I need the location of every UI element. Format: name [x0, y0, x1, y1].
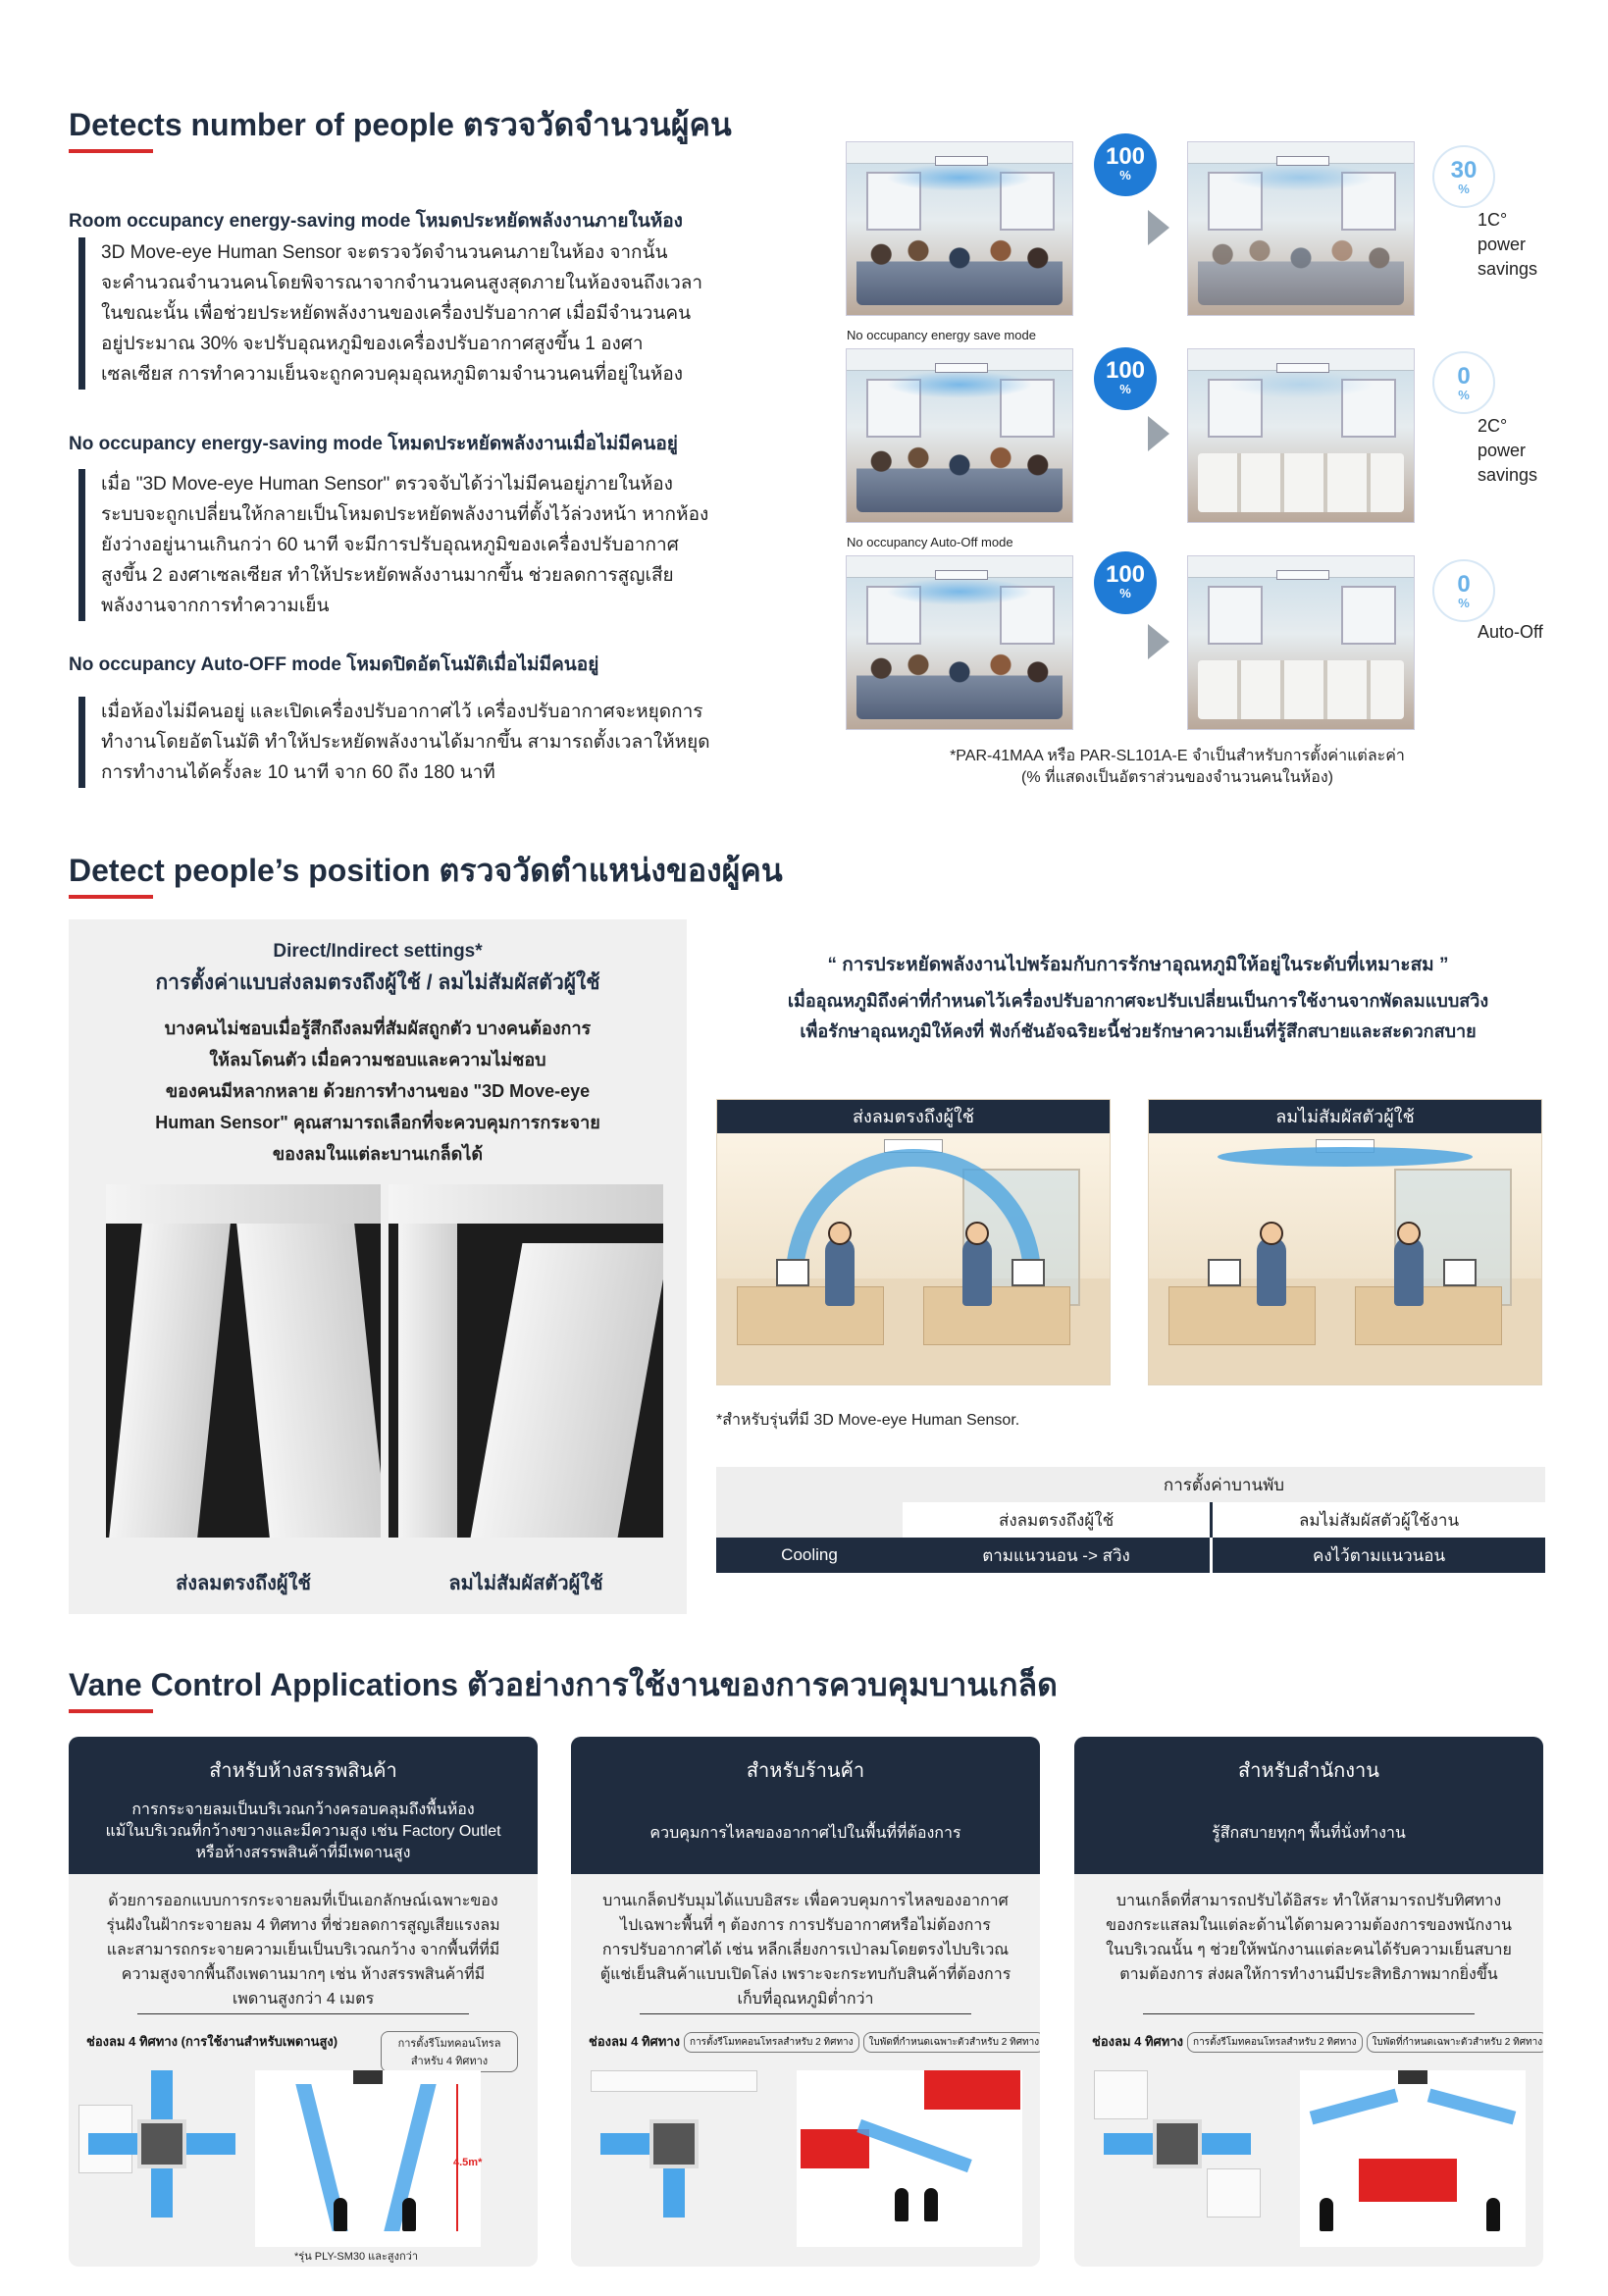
savings-3: Auto-Off [1478, 622, 1543, 642]
table-col2: ลมไม่สัมผัสตัวผู้ใช้งาน [1212, 1502, 1545, 1538]
shop-diagram [797, 2070, 1022, 2247]
mode3-text [78, 697, 726, 788]
model-footnote: *รุ่น PLY-SM30 และสูงกว่า [294, 2251, 419, 2263]
card-title: สำหรับห้างสรรพสินค้า [209, 1760, 397, 1782]
vane-photo-direct [106, 1184, 381, 1538]
office-indirect-header: ลมไม่สัมผัสตัวผู้ใช้ [1149, 1100, 1541, 1133]
arrow-right-icon [1148, 624, 1169, 659]
card-diagram-label: ช่องลม 4 ทิศทาง การตั้งรีโมทคอนโทรลสำหรับ 2 ทิศทาง ใบพัดที่กำหนดเฉพาะตัวสำหรับ 2 ทิศทาง [1092, 2031, 1543, 2053]
occupancy-badge-30: 30 % [1432, 145, 1495, 208]
mode2-line: สูงขึ้น 2 องศาเซลเซียส ทำให้ประหยัดพลังงานมากขึ้น ช่วยลดการสูญเสีย [101, 565, 674, 586]
scene-reduced-1 [1187, 141, 1415, 316]
scene-occupied-1 [846, 141, 1073, 316]
card-diagram-label: ช่องลม 4 ทิศทาง (การใช้งานสำหรับเพดานสูง) [86, 2034, 338, 2049]
energy-quote: “ การประหยัดพลังงานไปพร้อมกับการรักษาอุณหภูมิให้อยู่ในระดับที่เหมาะสม ” [827, 955, 1449, 975]
savings-1: 1C° power savings [1478, 210, 1538, 279]
occupancy-badge-full: 100 % [1094, 551, 1157, 614]
card-office [1074, 1737, 1543, 2267]
vane-caption-indirect: ลมไม่สัมผัสตัวผู้ใช้ [448, 1573, 603, 1594]
mode3-line: ทำงานโดยอัตโนมัติ ทำให้ประหยัดพลังงานได้มากขึ้น สามารถตั้งเวลาให้หยุด [101, 732, 710, 753]
mode2-text [78, 469, 726, 621]
mode1-heading: Room occupancy energy-saving mode โหมดประหยัดพลังงานภายในห้อง [69, 211, 683, 232]
savings-2: 2C° power savings [1478, 416, 1538, 485]
occupancy-badge-0: 0 % [1432, 351, 1495, 414]
table-header: การตั้งค่าบานพับ [903, 1467, 1545, 1502]
occupancy-badge-full: 100 % [1094, 133, 1157, 196]
title-underline [69, 1709, 153, 1713]
office-indirect [1148, 1099, 1542, 1385]
title-underline [69, 149, 153, 153]
section1-title: Detects number of people ตรวจวัดจำนวนผู้คน [69, 107, 732, 142]
height-mark: 4.5m* [453, 2157, 483, 2168]
card-subtitle: ควบคุมการไหลของอากาศไปในพื้นที่ที่ต้องการ [649, 1825, 961, 1842]
vane-caption-direct: ส่งลมตรงถึงผู้ใช้ [176, 1573, 311, 1594]
table-cell: ตามแนวนอน -> สวิง [903, 1538, 1212, 1573]
card-subtitle: รู้สึกสบายทุกๆ พื้นที่นั่งทำงาน [1212, 1825, 1406, 1842]
card-shop [571, 1737, 1040, 2267]
two-way-diagram [591, 2070, 757, 2218]
occupancy-badge-0: 0 % [1432, 559, 1495, 622]
card-subtitle: การกระจายลมเป็นบริเวณกว้างครอบคลุมถึงพื้นห้อง แม้ในบริเวณที่กว้างขวางและมีความสูง เช่น Factory Outlet หรือห้างสรรพสินค้าที่มีเพดานสูง [105, 1801, 501, 1861]
mode2-line: พลังงานจากการทำความเย็น [101, 596, 330, 616]
mode2-line: ระบบจะถูกเปลี่ยนให้กลายเป็นโหมดประหยัดพลังงานที่ตั้งไว้ล่วงหน้า หากห้อง [101, 504, 709, 525]
card-description: บานเกล็ดปรับมุมได้แบบอิสระ เพื่อควบคุมการไหลของอากาศ ไปเฉพาะพื้นที่ ๆ ต้องการ การปรับอากาศหรือไม่ต้องการ การปรับอากาศได้ เช่น หลีกเลี่ยงการเป่าลมโดยตรงไปบริเวณ ตู้แช่เย็นสินค้าแบบเปิดโล่ง เพราะจะกระทบกับสินค้าที่ต้องการ เก็บที่อุณหภูมิต่ำกว่า [599, 1893, 1011, 2008]
section2-title: Detect people’s position ตรวจวัดตำแหน่งของผู้คน [69, 853, 783, 888]
mode1-text [78, 237, 726, 390]
box-title: Direct/Indirect settings* [273, 941, 483, 962]
mode1-line: จะคำนวณจำนวนคนโดยพิจารณาจากจำนวนคนสูงสุดภายในห้องจนถึงเวลา [101, 273, 703, 293]
high-ceiling-diagram [255, 2070, 481, 2247]
office-direct [716, 1099, 1111, 1385]
mode3-line: การทำงานได้ครั้งละ 10 นาที จาก 60 ถึง 180 นาที [101, 762, 495, 783]
energy-quote-body: เมื่ออุณหภูมิถึงค่าที่กำหนดไว้เครื่องปรับอากาศจะปรับเปลี่ยนเป็นการใช้งานจากพัดลมแบบสวิง เพื่อรักษาอุณหภูมิให้คงที่ ฟังก์ชันอัจฉริยะนี้ช่วยรักษาความเย็นที่รู้สึกสบายและสะดวกสบาย [787, 991, 1489, 1041]
mode2-line: เมื่อ "3D Move-eye Human Sensor" ตรวจจับได้ว่าไม่มีคนอยู่ภายในห้อง [101, 474, 673, 495]
office-direct-header: ส่งลมตรงถึงผู้ใช้ [717, 1100, 1110, 1133]
scene-off-3 [1187, 555, 1415, 730]
vane-photo-indirect [389, 1184, 663, 1538]
box-body: บางคนไม่ชอบเมื่อรู้สึกถึงลมที่สัมผัสถูกตัว บางคนต้องการ ให้ลมโดนตัว เมื่อความชอบและความไม่ชอบ ของคนมีหลากหลาย ด้วยการทำงานของ "3D Move-eye Human Sensor" คุณสามารถเลือกที่จะควบคุมการกระจาย ของลมในแต่ละบานเกล็ดได้ [155, 1018, 600, 1164]
scene-caption-3: No occupancy Auto-Off mode [847, 535, 1013, 549]
scene-occupied-3 [846, 555, 1073, 730]
scene-footnote: *PAR-41MAA หรือ PAR-SL101A-E จำเป็นสำหรับการตั้งค่าแต่ละค่า (% ที่แสดงเป็นอัตราส่วนของจำนวนคนในห้อง) [950, 748, 1405, 786]
mode1-line: 3D Move-eye Human Sensor จะตรวจวัดจำนวนคนภายในห้อง จากนั้น [101, 242, 668, 263]
four-way-diagram [78, 2070, 245, 2218]
box-subtitle: การตั้งค่าแบบส่งลมตรงถึงผู้ใช้ / ลมไม่สัมผัสตัวผู้ใช้ [155, 971, 600, 994]
table-col1: ส่งลมตรงถึงผู้ใช้ [998, 1510, 1115, 1530]
office-diagram [1300, 2070, 1526, 2247]
two-way-office-diagram [1094, 2070, 1261, 2218]
scene-occupied-2 [846, 348, 1073, 523]
mode2-heading: No occupancy energy-saving mode โหมดประหยัดพลังงานเมื่อไม่มีคนอยู่ [69, 434, 678, 454]
card-department-store [69, 1737, 538, 2267]
mode1-line: อยู่ประมาณ 30% จะปรับอุณหภูมิของเครื่องปรับอากาศสูงขึ้น 1 องศา [101, 334, 644, 354]
direct-indirect-box [69, 919, 687, 1614]
arrow-right-icon [1148, 416, 1169, 451]
vane-settings-table [716, 1467, 1545, 1573]
table-cell: คงไว้ตามแนวนอน [1212, 1538, 1545, 1573]
mode1-line: ในขณะนั้น เพื่อช่วยประหยัดพลังงานของเครื่องปรับอากาศ เมื่อมีจำนวนคน [101, 303, 692, 324]
mode1-line: เซลเซียส การทำความเย็นจะถูกควบคุมอุณหภูมิตามจำนวนคนที่อยู่ในห้อง [101, 364, 684, 385]
occupancy-badge-full: 100 % [1094, 347, 1157, 410]
mode3-line: เมื่อห้องไม่มีคนอยู่ และเปิดเครื่องปรับอากาศไว้ เครื่องปรับอากาศจะหยุดการ [101, 702, 703, 722]
sensor-note: *สำหรับรุ่นที่มี 3D Move-eye Human Sensor. [716, 1412, 1020, 1429]
card-description: บานเกล็ดที่สามารถปรับได้อิสระ ทำให้สามารถปรับทิศทาง ของกระแสลมในแต่ละด้านได้ตามความต้องการของพนักงาน ในบริเวณนั้น ๆ ช่วยให้พนักงานแต่ละคนได้รับความเย็นสบาย ตามต้องการ ส่งผลให้การทำงานมีประสิทธิภาพมากยิ่งขึ้น [1106, 1893, 1512, 1983]
card-title: สำหรับร้านค้า [746, 1760, 865, 1782]
mode2-line: ยังว่างอยู่นานเกินกว่า 60 นาที จะมีการปรับอุณหภูมิของเครื่องปรับอากาศ [101, 535, 679, 555]
scene-caption-2: No occupancy energy save mode [847, 328, 1036, 342]
card-diagram-label: ช่องลม 4 ทิศทาง การตั้งรีโมทคอนโทรลสำหรับ 2 ทิศทาง ใบพัดที่กำหนดเฉพาะตัวสำหรับ 2 ทิศทาง [589, 2031, 1040, 2053]
table-row-label: Cooling [716, 1538, 903, 1573]
remote-chip: การตั้งรีโมทคอนโทรลสำหรับ 4 ทิศทาง [381, 2031, 518, 2072]
scene-empty-2 [1187, 348, 1415, 523]
card-title: สำหรับสำนักงาน [1238, 1760, 1379, 1782]
mode3-heading: No occupancy Auto-OFF mode โหมดปิดอัตโนมัติเมื่อไม่มีคนอยู่ [69, 654, 599, 675]
card-description: ด้วยการออกแบบการกระจายลมที่เป็นเอกลักษณ์เฉพาะของ รุ่นฝังในฝ้ากระจายลม 4 ทิศทาง ที่ช่วยลดการสูญเสียแรงลม และสามารถกระจายความเย็นเป็นบริเวณกว้าง จากพื้นที่ที่มี ความสูงจากพื้นถึงเพดานมากๆ เช่น ห้างสรรพสินค้าที่มี เพดานสูงกว่า 4 เมตร [106, 1893, 500, 2008]
arrow-right-icon [1148, 210, 1169, 245]
section3-title: Vane Control Applications ตัวอย่างการใช้งานของการควบคุมบานเกล็ด [69, 1667, 1058, 1702]
title-underline [69, 895, 153, 899]
